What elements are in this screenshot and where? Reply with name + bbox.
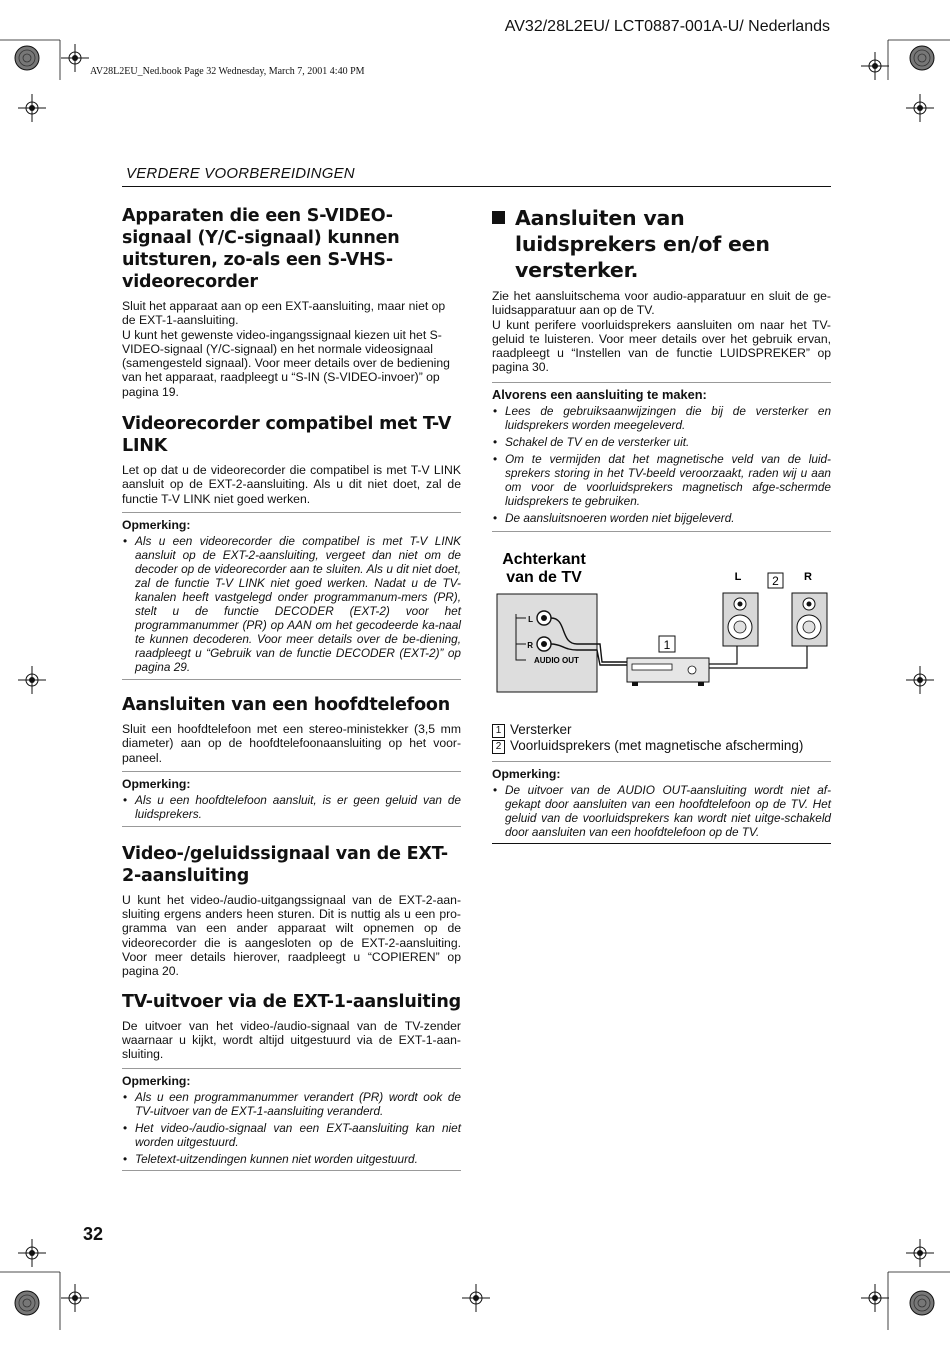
before-item: • Lees de gebruiksaanwijzingen die bij de versterker en luidsprekers worden meegeleverd.: [492, 404, 831, 432]
note-heading: Opmerking:: [122, 776, 191, 791]
jack-l-label: L: [528, 614, 533, 624]
note-heading: Opmerking:: [492, 766, 561, 781]
ext1-para: De uitvoer van het video-/audio-signaal van de TV-zender waarnaar u kijkt, wordt altijd uitgestuurd via de EXT-1-aan-sluiting.: [122, 1018, 461, 1062]
speakers-para-1: Zie het aansluitschema voor audio-apparatuur en sluit de ge-luidsapparatuur aan op de TV.: [492, 289, 831, 318]
diagram-legend: [492, 722, 831, 754]
ext2-para: U kunt het video-/audio-uitgangssignaal van de EXT-2-aan-sluiting ergens anders heen sturen. Dit is nuttig als u een pro-gramma van een ander apparaat wilt opnemen op de videorecorder die is aangesloten op de EXT-2-aansluiting. Voor meer details hierover, raadpleegt u “COPIEREN” op pagina 20.: [122, 892, 461, 979]
note-item: • De uitvoer van de AUDIO OUT-aansluiting wordt niet af-gekapt door aansluiten van een hoofdtelefoon op de TV. Het geluid van de voorluidsprekers kan wordt niet uitge-schakeld door aansluiten van een hoofdtelefoon op de TV.: [492, 783, 831, 839]
audio-out-label: AUDIO OUT: [534, 655, 579, 665]
divider: [122, 771, 461, 772]
speaker-l-label: L: [734, 570, 742, 583]
heading-headphone: Aansluiten van een hoofdtelefoon: [122, 694, 450, 715]
before-item: • De aansluitsnoeren worden niet bijgeleverd.: [492, 511, 831, 525]
tv-back-label-1: Achterkant: [502, 550, 586, 568]
headphone-para: Sluit een hoofdtelefoon met een stereo-ministekker (3,5 mm diameter) aan op de hoofdtelefoonaansluiting op het voor-paneel.: [122, 721, 461, 765]
heading-ext2: Video-/geluidssignaal van de EXT-2-aansluiting: [122, 843, 448, 886]
speakers-number: 2: [772, 573, 779, 588]
note-heading: Opmerking:: [122, 517, 191, 532]
divider: [492, 843, 831, 844]
connection-diagram: [492, 540, 831, 710]
heading-speakers: Aansluiten van luidsprekers en/of een versterker.: [492, 205, 831, 283]
s-video-para-2: U kunt het gewenste video-ingangssignaal kiezen uit het S-VIDEO-signaal (Y/C-signaal) en het normale videosignaal (samengesteld signaal). Voor meer details over de bediening van het apparaat, raadpleegt u “S-IN (S-VIDEO-invoer)” op pagina 19.: [122, 327, 450, 399]
legend-number: 2: [492, 740, 505, 754]
divider: [122, 1170, 461, 1171]
note-item: • Het video-/audio-signaal van een EXT-aansluiting kan niet worden uitgestuurd.: [122, 1121, 461, 1149]
heading-tv-link: Videorecorder compatibel met T-V LINK: [122, 414, 452, 457]
heading-ext1: TV-uitvoer via de EXT-1-aansluiting: [122, 991, 461, 1012]
note-item: • Als u een programmanummer verandert (PR) wordt ook de TV-uitvoer van de EXT-1-aansluiting veranderd.: [122, 1090, 461, 1118]
note-list: [122, 793, 461, 821]
section-title: VERDERE VOORBEREIDINGEN: [126, 165, 355, 182]
jack-r-label: R: [527, 640, 533, 650]
note-list: [122, 1090, 461, 1166]
right-column: [492, 205, 831, 844]
doc-reference: AV32/28L2EU/ LCT0887-001A-U/ Nederlands: [504, 18, 830, 35]
before-item: • Schakel de TV en de versterker uit.: [492, 435, 831, 449]
note-list: [492, 783, 831, 839]
tv-back-label-2: van de TV: [506, 568, 582, 586]
note-heading: Opmerking:: [122, 1073, 191, 1088]
book-info-line: AV28L2EU_Ned.book Page 32 Wednesday, March 7, 2001 4:40 PM: [90, 66, 365, 77]
amplifier-number: 1: [663, 637, 671, 652]
left-column: [122, 205, 461, 1171]
divider: [122, 512, 461, 513]
divider: [122, 679, 461, 680]
before-list: [492, 404, 831, 525]
note-item: • Als u een videorecorder die compatibel is met T-V LINK aansluit op de EXT-2-aansluiting, vergeet dan niet om de decoder op de videorecorder aan te sluiten. Als u dit niet doet, zal de functie T-V LINK niet goed werken. Nadat u de TV-kanalen heeft vastgelegd onder programmanum-mers (PR), stelt u de functie DECODER (EXT-2) voor het programmanummer (PR) op AAN om het gecodeerde ka-naal te kunnen decoderen. Voor meer details over de be-diening, raadpleegt u “Gebruik van de functie DECODER (EXT-2)” op pagina 29.: [122, 534, 461, 674]
legend-item-amplifier: 1 Versterker: [492, 722, 831, 738]
tv-link-para: Let op dat u de videorecorder die compatibel is met T-V LINK aansluit op de EXT-2-aansluiting. Als u dit niet doet, zal de functie T-V LINK niet goed werken.: [122, 463, 461, 506]
divider: [492, 531, 831, 532]
divider: [492, 761, 831, 762]
before-heading: Alvorens een aansluiting te maken:: [492, 386, 707, 402]
before-item: • Om te vermijden dat het magnetische veld van de luid-sprekers storing in het TV-beeld veroorzaakt, raden wij u aan om voor de voorluidsprekers magnetisch afge-schermde luidsprekers te gebruiken.: [492, 452, 831, 508]
legend-number: 1: [492, 724, 505, 738]
square-bullet-icon: [492, 211, 505, 224]
heading-s-video: Apparaten die een S-VIDEO-signaal (Y/C-signaal) kunnen uitsturen, zo-als een S-VHS-videorecorder: [122, 206, 400, 292]
speakers-para-2: U kunt perifere voorluidsprekers aansluiten om naar het TV-geluid te luisteren. Voor meer details over het gebruik ervan, raadpleegt u “Instellen van de functie LUIDSPREKER” op pagina 30.: [492, 317, 831, 375]
divider: [492, 382, 831, 383]
header-rule: [122, 186, 831, 187]
divider: [122, 826, 461, 827]
note-list: [122, 534, 461, 674]
legend-item-speakers: 2 Voorluidsprekers (met magnetische afscherming): [492, 738, 831, 754]
note-item: • Als u een hoofdtelefoon aansluit, is er geen geluid van de luidsprekers.: [122, 793, 461, 821]
speaker-r-label: R: [804, 570, 812, 583]
divider: [122, 1068, 461, 1069]
s-video-para-1: Sluit het apparaat aan op een EXT-aansluiting, maar niet op de EXT-1-aansluiting.: [122, 299, 446, 328]
note-item: • Teletext-uitzendingen kunnen niet worden uitgestuurd.: [122, 1152, 461, 1166]
page-number: 32: [83, 1224, 104, 1244]
